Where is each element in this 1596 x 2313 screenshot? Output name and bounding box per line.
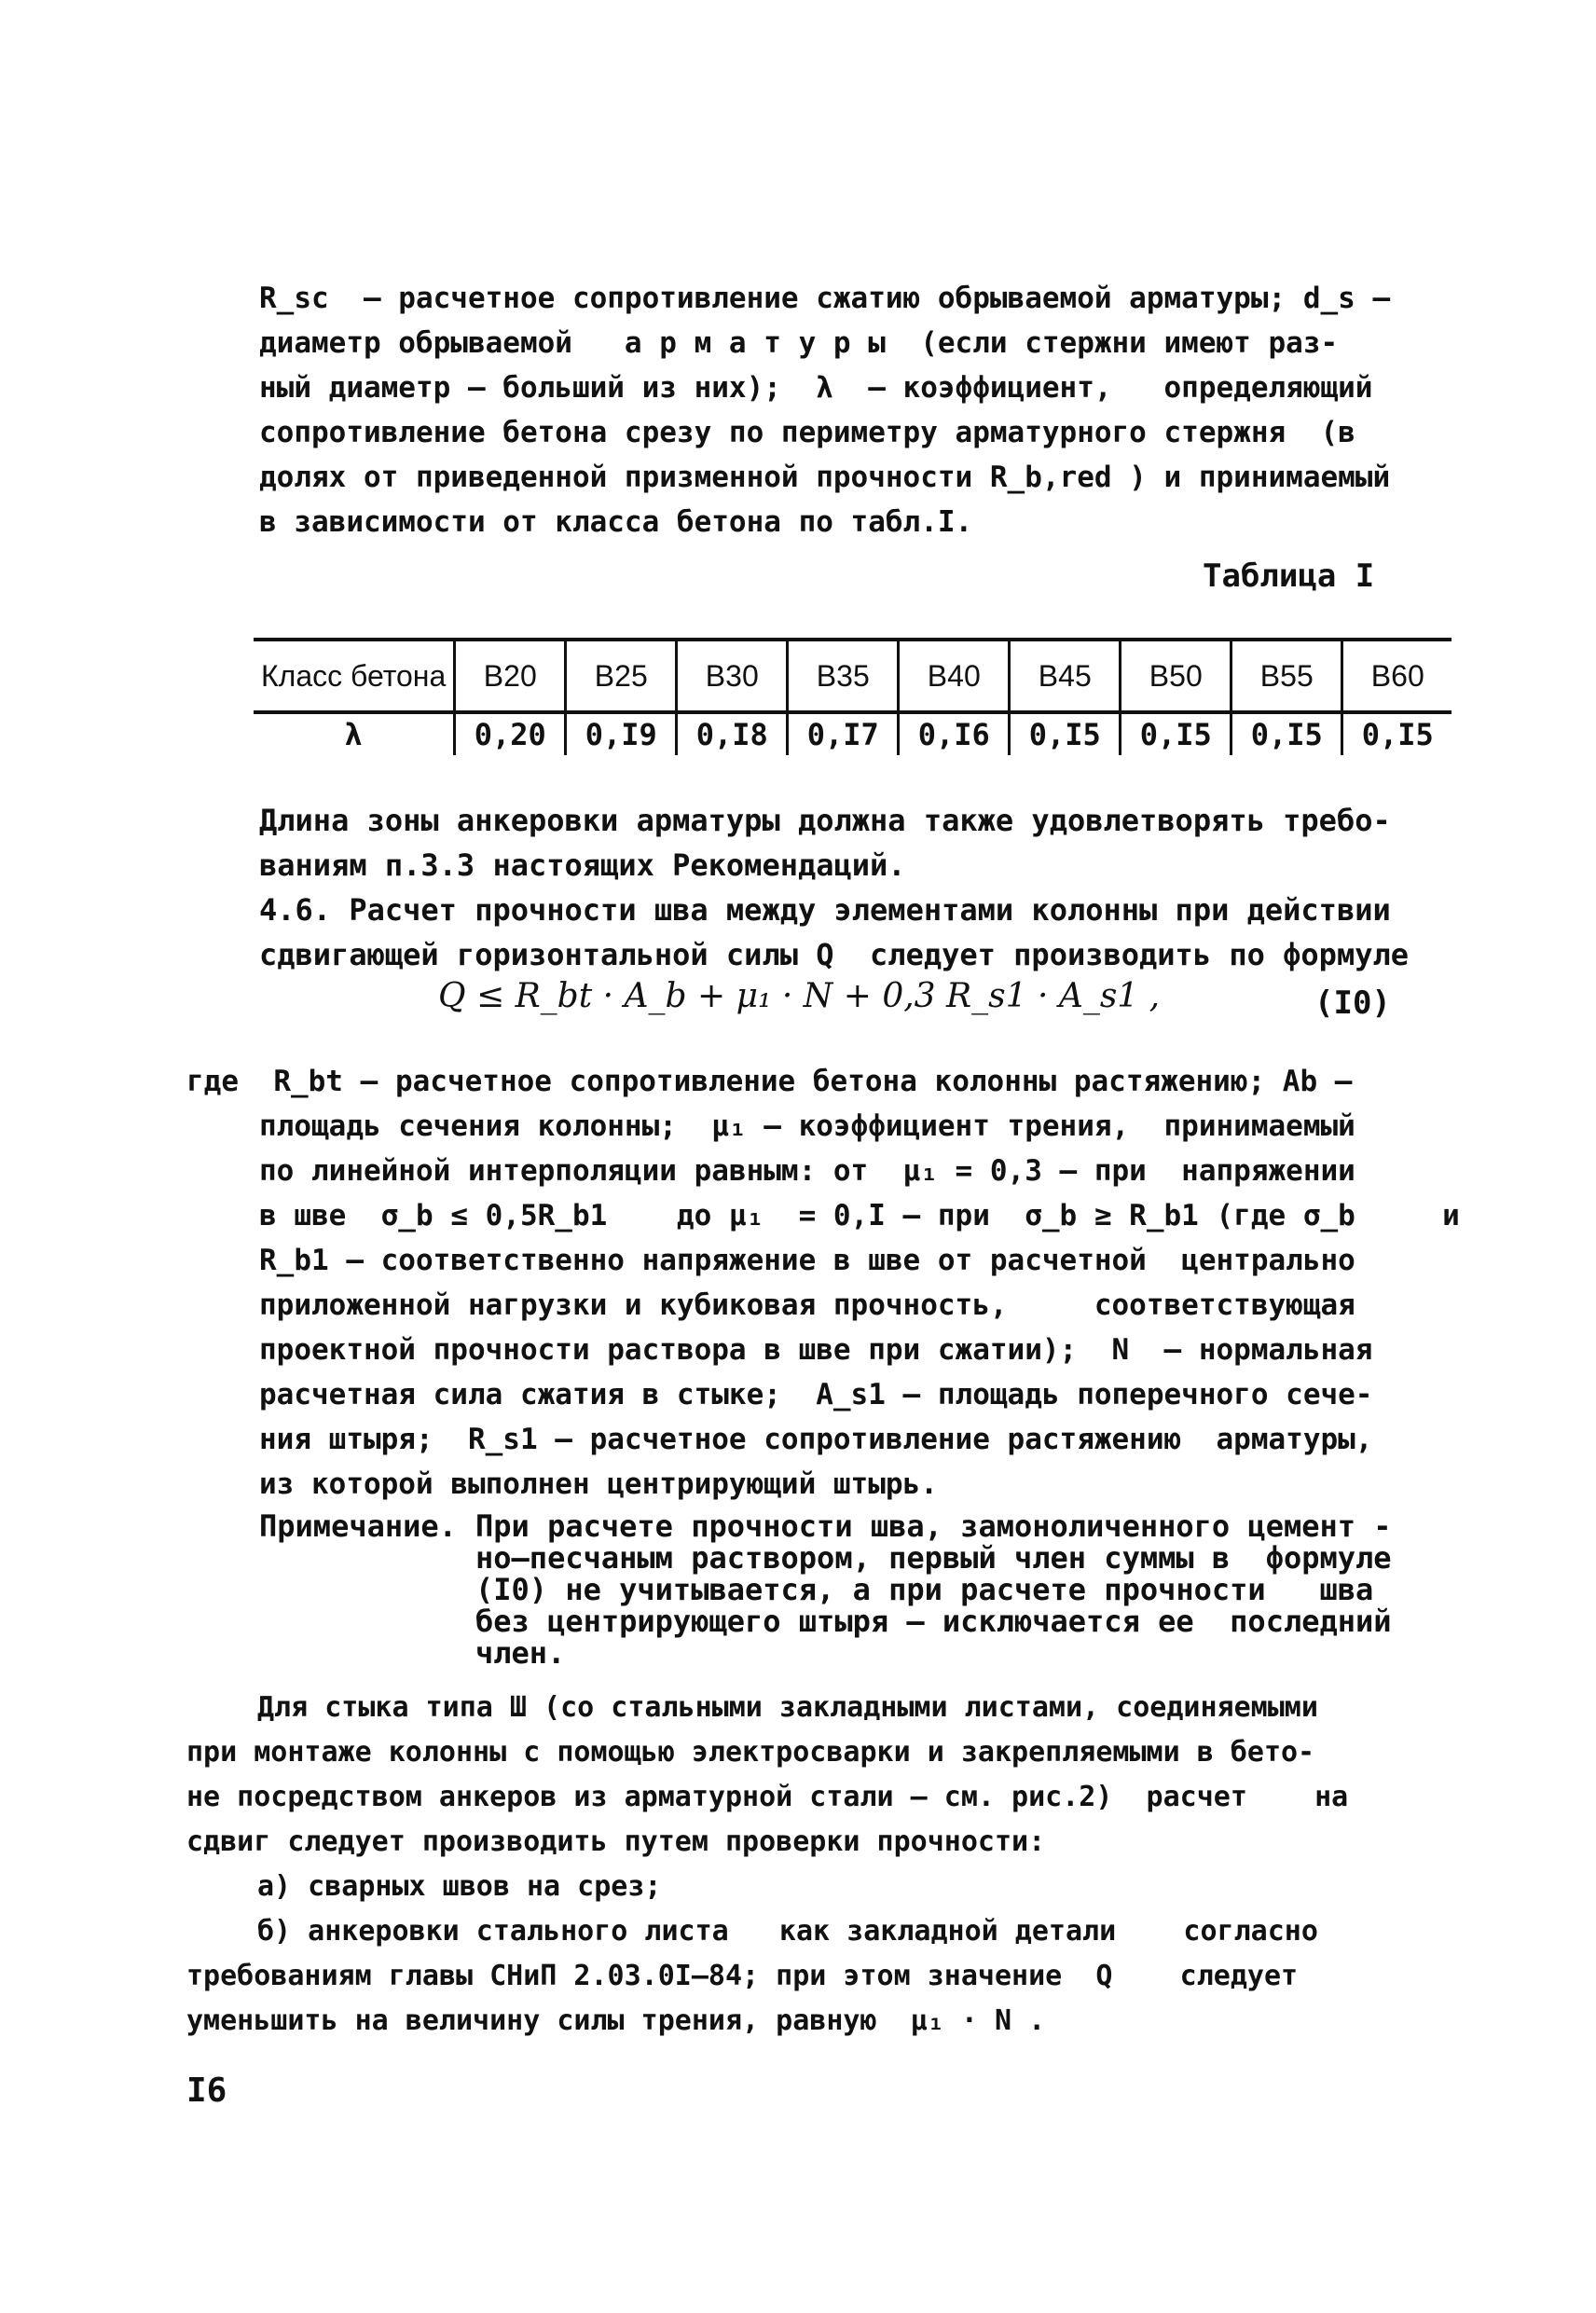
value-cell: 0,I5: [1121, 712, 1231, 755]
text-line: R_b1 – соответственно напряжение в шве от расчетной центрально: [259, 1244, 1355, 1277]
text-line: по линейной интерполяции равным: от μ₁ = 0,3 – при напряжении: [259, 1154, 1355, 1188]
value-cell: 0,I5: [1342, 712, 1452, 755]
value-cell: 0,I8: [677, 712, 788, 755]
text-line: в зависимости от класса бетона по табл.I.: [259, 505, 973, 539]
text-line: а) сварных швов на срез;: [257, 1870, 662, 1903]
text-line: долях от приведенной призменной прочности R_b,red ) и принимаемый: [259, 461, 1391, 494]
intro-paragraph: [259, 276, 1390, 544]
text-line: но–песчаным раствором, первый член суммы в формуле: [475, 1540, 1392, 1576]
table-title: Таблица I: [1203, 558, 1375, 595]
text-line: 4.6. Расчет прочности шва между элементами колонны при действии: [259, 892, 1391, 928]
anchorage-paragraph: [259, 798, 1391, 888]
text-line: не посредством анкеров из арматурной стали – см. рис.2) расчет на: [186, 1781, 1349, 1813]
value-cell: 0,20: [455, 712, 566, 755]
class-cell: B30: [677, 640, 788, 712]
lambda-table: [254, 638, 1452, 755]
text-line: уменьшить на величину силы трения, равную μ₁ · N .: [186, 2004, 1046, 2037]
text-line: требованиям главы СНиП 2.03.0I–84; при этом значение Q следует: [186, 1960, 1299, 1992]
table-header-row: [254, 640, 1452, 712]
text-line: проектной прочности раствора в шве при сжатии); N – нормальная: [259, 1333, 1373, 1367]
text-line: где R_bt – расчетное сопротивление бетона колонны растяжению; Ab –: [186, 1065, 1353, 1098]
final-paragraph: [186, 1686, 1348, 2044]
page-number: I6: [186, 2072, 227, 2110]
value-cell: 0,I6: [899, 712, 1010, 755]
class-cell: B55: [1231, 640, 1342, 712]
text-line: (I0) не учитывается, а при расчете прочности шва: [475, 1572, 1374, 1607]
text-line: Для стыка типа Ш (со стальными закладными листами, соединяемыми: [257, 1691, 1318, 1724]
value-cell: 0,I5: [1231, 712, 1342, 755]
class-cell: B20: [455, 640, 566, 712]
note-label: Примечание.: [259, 1508, 457, 1544]
text-line: площадь сечения колонны; μ₁ – коэффициент трения, принимаемый: [259, 1109, 1355, 1143]
text-line: в шве σ_b ≤ 0,5R_b1 до μ₁ = 0,I – при σ_b ≥ R_b1 (где σ_b и: [259, 1199, 1460, 1232]
text-line: ный диаметр – больший из них); λ – коэффициент, определяющий: [259, 371, 1373, 405]
text-line: R_sc – расчетное сопротивление сжатию обрываемой арматуры; d_s –: [259, 282, 1391, 315]
text-line: приложенной нагрузки и кубиковая прочность, соответствующая: [259, 1288, 1355, 1322]
text-line: из которой выполнен центрирующий штырь.: [259, 1467, 938, 1501]
value-cell: 0,I7: [788, 712, 899, 755]
class-cell: B45: [1010, 640, 1121, 712]
class-cell: B60: [1342, 640, 1452, 712]
section-4-6-paragraph: [259, 888, 1409, 977]
text-line: Длина зоны анкеровки арматуры должна также удовлетворять требо-: [259, 803, 1391, 838]
class-cell: B35: [788, 640, 899, 712]
text-line: диаметр обрываемой а р м а т у р ы (если стержни имеют раз-: [259, 326, 1339, 360]
text-line: сопротивление бетона срезу по периметру арматурного стержня (в: [259, 416, 1355, 449]
text-line: При расчете прочности шва, замоноличенного цемент -: [475, 1508, 1392, 1544]
text-line: сдвиг следует производить путем проверки прочности:: [186, 1825, 1046, 1858]
note-body: [475, 1510, 1408, 1669]
text-line: при монтаже колонны с помощью электросварки и закрепляемыми в бето-: [186, 1736, 1315, 1769]
text-line: без центрирующего штыря – исключается ее последний: [475, 1604, 1392, 1639]
formula-10: Q ≤ R_bt · A_b + μ₁ · N + 0,3 R_s1 · A_s1 ,: [438, 977, 1161, 1015]
text-line: б) анкеровки стального листа как закладной детали согласно: [257, 1915, 1318, 1948]
class-cell: B50: [1121, 640, 1231, 712]
table-value-row: [254, 712, 1452, 755]
text-line: ния штыря; R_s1 – расчетное сопротивление растяжению арматуры,: [259, 1423, 1373, 1456]
row-header-class: Класс бетона: [254, 640, 455, 712]
text-line: сдвигающей горизонтальной силы Q следует производить по формуле: [259, 937, 1409, 972]
text-line: ваниям п.3.3 настоящих Рекомендаций.: [259, 847, 906, 883]
where-paragraph: [186, 1059, 1460, 1507]
class-cell: B40: [899, 640, 1010, 712]
class-cell: B25: [566, 640, 677, 712]
text-line: член.: [475, 1635, 566, 1671]
value-cell: 0,I9: [566, 712, 677, 755]
formula-number: (I0): [1314, 984, 1391, 1022]
value-cell: 0,I5: [1010, 712, 1121, 755]
text-line: расчетная сила сжатия в стыке; A_s1 – площадь поперечного сече-: [259, 1378, 1373, 1411]
row-header-lambda: λ: [344, 717, 363, 752]
